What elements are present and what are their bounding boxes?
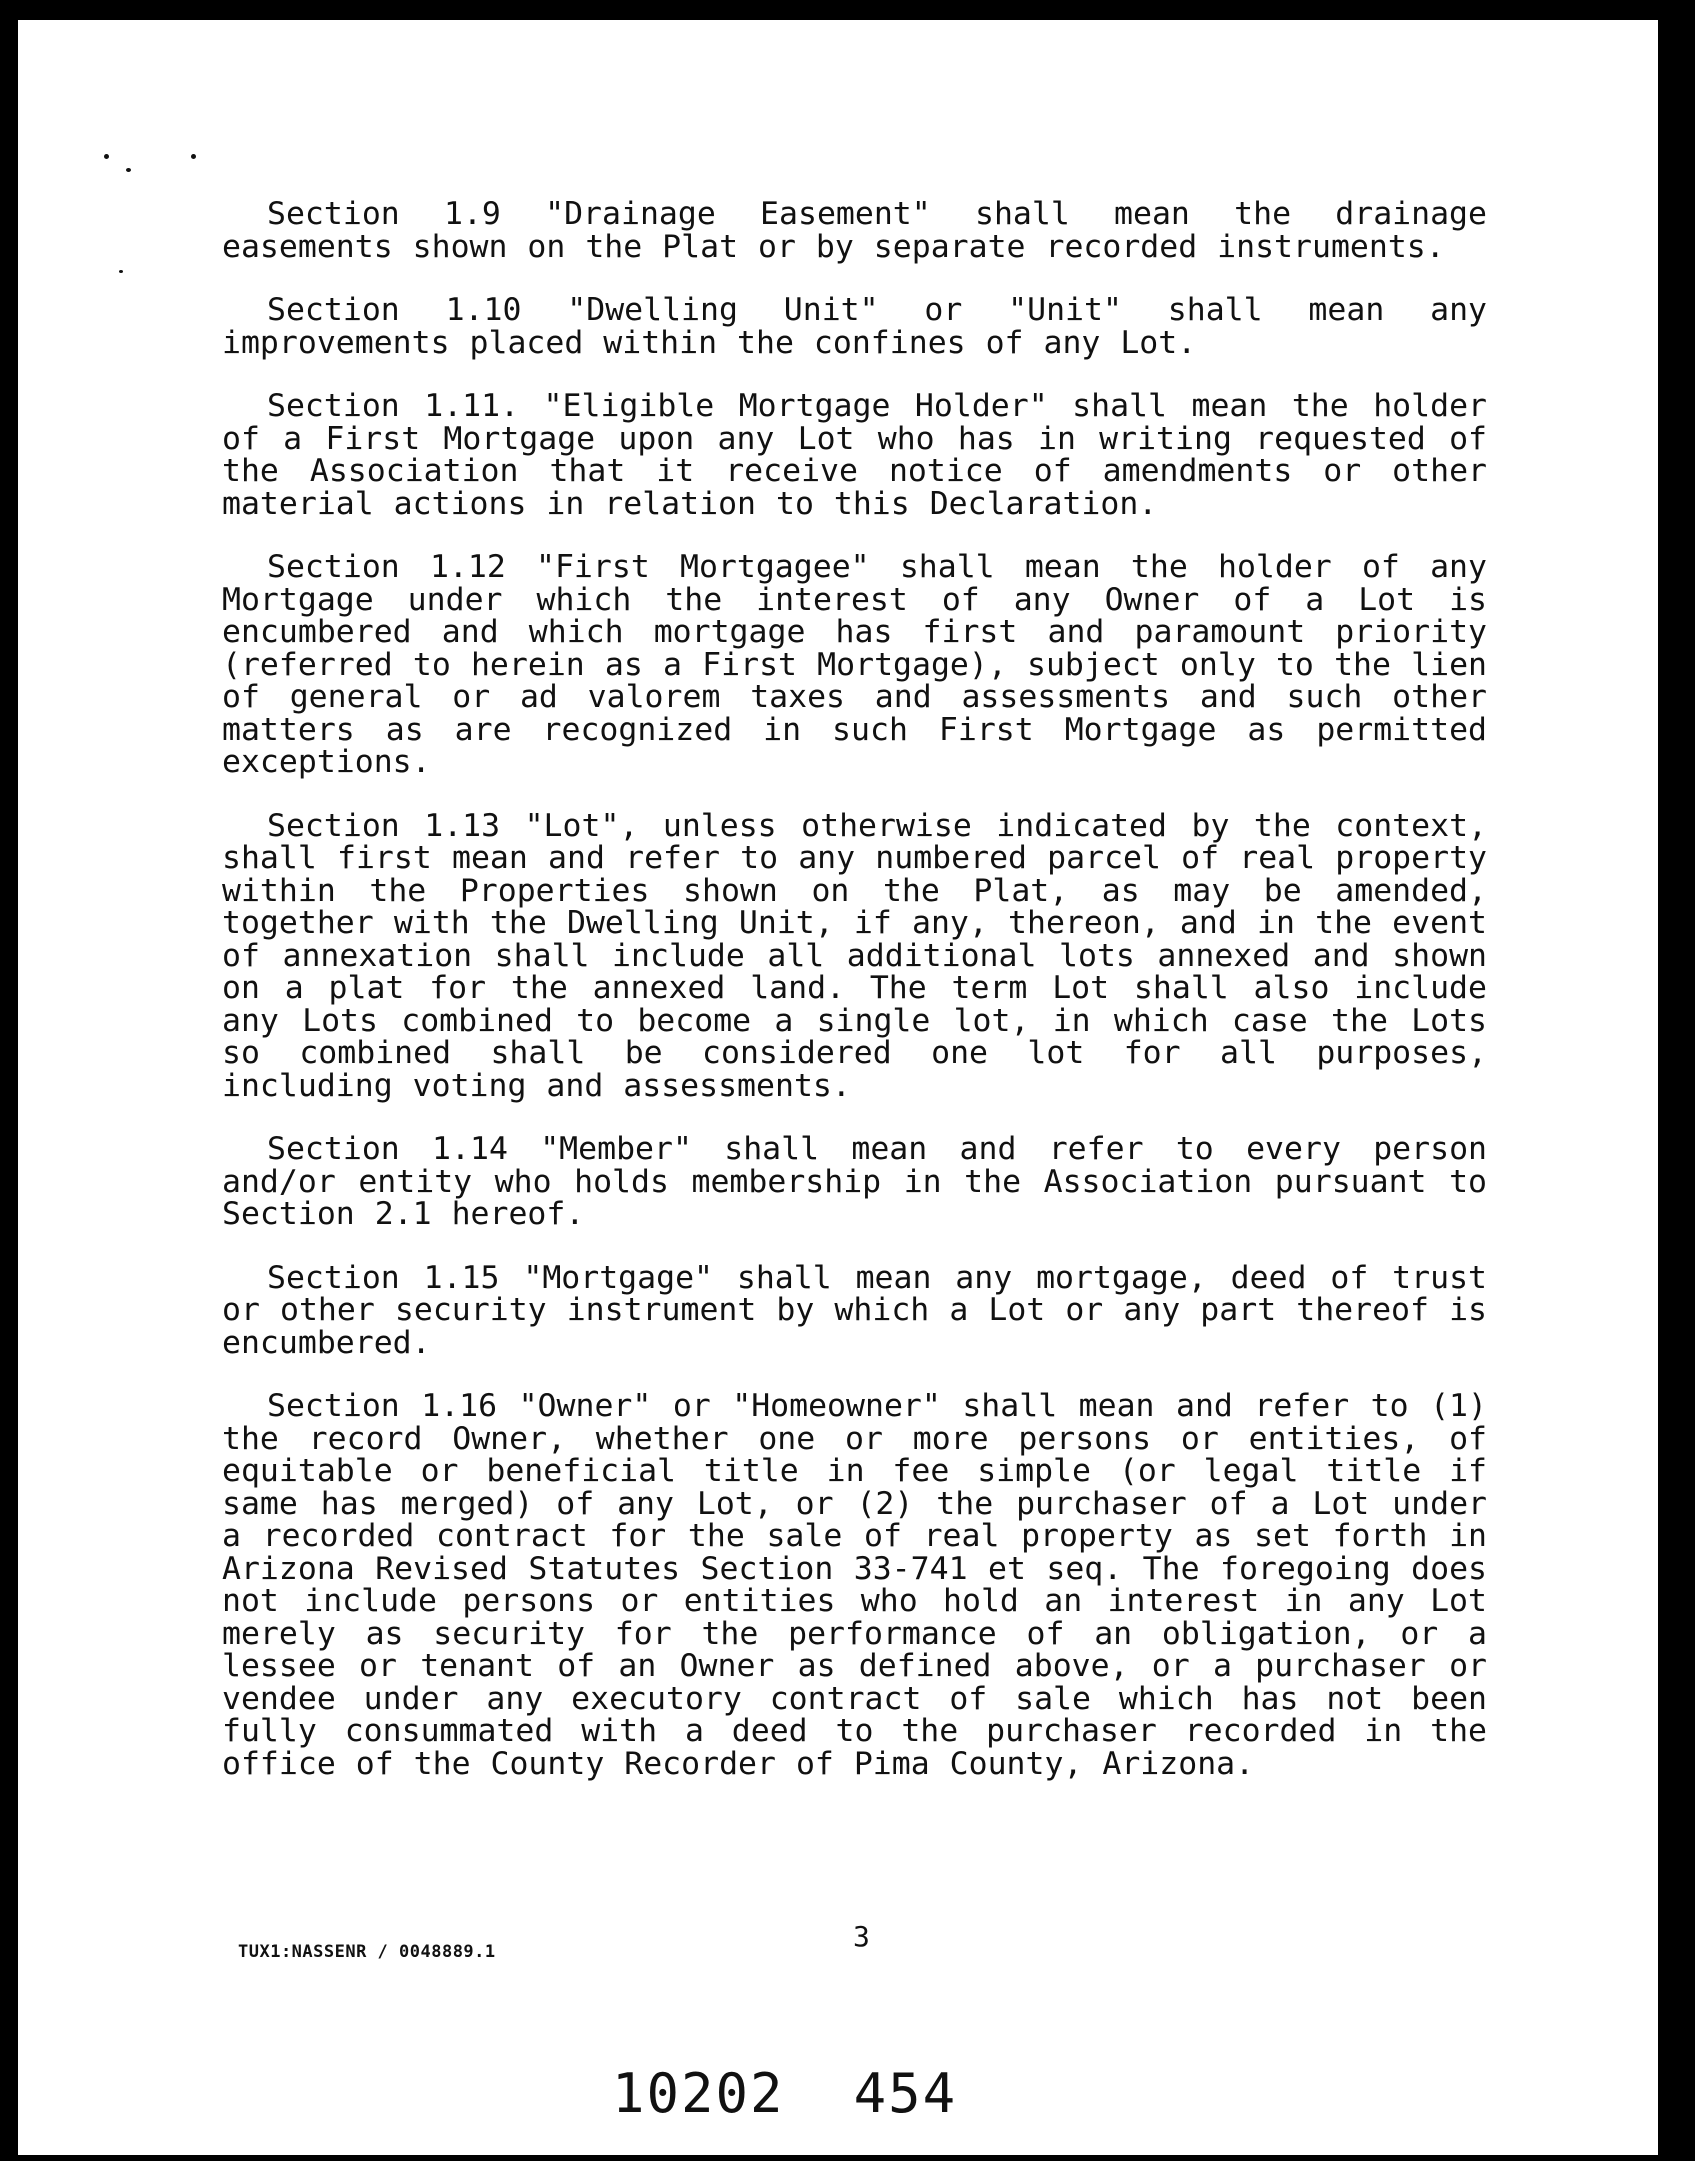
section-1-13: Section 1.13 "Lot", unless otherwise indicated by the context, shall first mean and refer to any numbered parcel of real property within the Properties shown on the Plat, as may be amended, together with the Dwelling Unit, if any, thereon, and in the event of annexation shall include all additional lots annexed and shown on a plat for the annexed land. The term Lot shall also include any Lots combined to become a single lot, in which case the Lots so combined shall be considered one lot for all purposes, including voting and assessments. [222,807,1487,1104]
document-body [222,198,1487,1811]
page-number: 3 [853,1920,870,1953]
scan-speck [191,154,196,159]
scan-speck [119,270,123,273]
section-1-15: Section 1.15 "Mortgage" shall mean any mortgage, deed of trust or other security instrument by which a Lot or any part thereof is encumbered. [222,1259,1487,1361]
section-1-12: Section 1.12 "First Mortgagee" shall mean the holder of any Mortgage under which the interest of any Owner of a Lot is encumbered and which mortgage has first and paramount priority (referred to herein as a First Mortgage), subject only to the lien of general or ad valorem taxes and assessments and such other matters as are recognized in such First Mortgage as permitted exceptions. [222,549,1487,780]
section-1-11: Section 1.11. "Eligible Mortgage Holder" shall mean the holder of a First Mortgage upon any Lot who has in writing requested of the Association that it receive notice of amendments or other material actions in relation to this Declaration. [222,388,1487,522]
section-1-9: Section 1.9 "Drainage Easement" shall mean the drainage easements shown on the Plat or by separate recorded instruments. [222,196,1487,265]
document-reference: TUX1:NASSENR / 0048889.1 [238,1942,496,1962]
scan-speck [126,168,131,172]
section-1-14: Section 1.14 "Member" shall mean and refer to every person and/or entity who holds membership in the Association pursuant to Section 2.1 hereof. [222,1131,1487,1232]
recording-number: 10202 454 [612,2062,958,2125]
section-1-16: Section 1.16 "Owner" or "Homeowner" shall mean and refer to (1) the record Owner, whether one or more persons or entities, of equitable or beneficial title in fee simple (or legal title if same has merged) of any Lot, or (2) the purchaser of a Lot under a recorded contract for the sale of real property as set forth in Arizona Revised Statutes Section 33-741 et seq. The foregoing does not include persons or entities who hold an interest in any Lot merely as security for the performance of an obligation, or a lessee or tenant of an Owner as defined above, or a purchaser or vendee under any executory contract of sale which has not been fully consummated with a deed to the purchaser recorded in the office of the County Recorder of Pima County, Arizona. [222,1388,1487,1782]
scan-speck [104,154,109,159]
section-1-10: Section 1.10 "Dwelling Unit" or "Unit" shall mean any improvements placed within the confines of any Lot. [222,292,1487,361]
